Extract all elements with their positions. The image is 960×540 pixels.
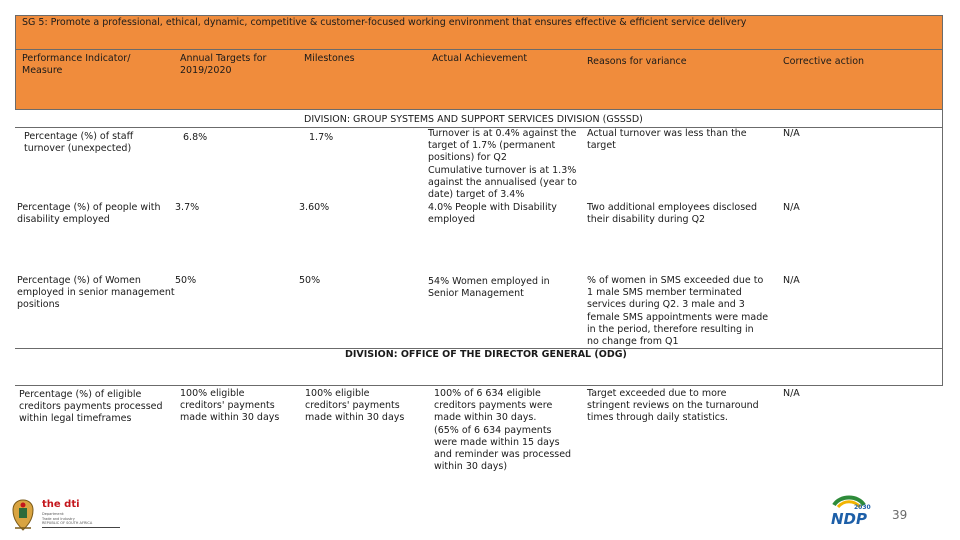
row2-milestone: 3.60% [299, 202, 330, 213]
dti-logo-text: the dti [42, 499, 80, 510]
row3-actual: 54% Women employed in Senior Management [428, 276, 550, 300]
row4-reason: Target exceeded due to more stringent reviews on the turnaround times through daily statistics. [587, 388, 759, 424]
col-header-targets: Annual Targets for 2019/2020 [180, 53, 267, 77]
row3-target: 50% [175, 275, 197, 286]
col-header-reasons: Reasons for variance [587, 56, 687, 67]
page-number: 39 [892, 508, 908, 522]
row4-target: 100% eligible creditors' payments made within 30 days [180, 388, 280, 424]
row1-target: 6.8% [183, 132, 208, 143]
row2-corrective: N/A [783, 202, 800, 213]
row4-indicator: Percentage (%) of eligible creditors payments processed within legal timeframes [19, 389, 163, 425]
col-header-indicator: Performance Indicator/ Measure [22, 53, 131, 77]
col-header-milestones: Milestones [304, 53, 355, 64]
row4-milestone: 100% eligible creditors' payments made within 30 days [305, 388, 405, 424]
col-header-corrective: Corrective action [783, 56, 865, 67]
row-divider [15, 385, 943, 386]
division-gsssd: DIVISION: GROUP SYSTEMS AND SUPPORT SERVICES DIVISION (GSSSD) [304, 114, 643, 125]
header-divider [15, 49, 943, 50]
row4-corrective: N/A [783, 388, 800, 399]
coat-of-arms-icon [10, 498, 36, 532]
table-right-border [942, 110, 943, 385]
row2-indicator: Percentage (%) of people with disability employed [17, 202, 161, 226]
row2-actual: 4.0% People with Disability employed [428, 202, 557, 226]
row1-actual: Turnover is at 0.4% against the target of 1.7% (permanent positions) for Q2 Cumulative turnover is at 1.3% against the annualised (year to date) target of 3.4% [428, 128, 577, 201]
dti-logo-underline [42, 527, 120, 528]
strategic-goal-title: SG 5: Promote a professional, ethical, dynamic, competitive & customer-focused working environment that ensures effective & efficient service delivery [22, 17, 747, 28]
row1-corrective: N/A [783, 128, 800, 139]
row1-indicator: Percentage (%) of staff turnover (unexpected) [24, 131, 134, 155]
row3-corrective: N/A [783, 275, 800, 286]
dti-logo-subtext: Department: Trade and Industry REPUBLIC OF SOUTH AFRICA [42, 512, 93, 525]
dti-logo [8, 497, 118, 535]
row3-milestone: 50% [299, 275, 321, 286]
ndp-logo-text: NDP [831, 510, 867, 528]
row2-reason: Two additional employees disclosed their disability during Q2 [587, 202, 758, 226]
row2-target: 3.7% [175, 202, 200, 213]
col-header-actual: Actual Achievement [432, 53, 528, 64]
ndp-logo-year: 2030 [854, 504, 871, 511]
row3-indicator: Percentage (%) of Women employed in senior management positions [17, 275, 175, 311]
row3-reason: % of women in SMS exceeded due to 1 male SMS member terminated services during Q2. 3 male and 3 female SMS appointments were made in the period, therefore resulting in no change from Q1 [587, 275, 769, 348]
ndp-logo [826, 493, 872, 533]
row4-actual: 100% of 6 634 eligible creditors payments were made within 30 days. (65% of 6 634 payments were made within 15 days and reminder was processed within 30 days) [434, 388, 572, 473]
row1-milestone: 1.7% [309, 132, 334, 143]
division-odg: DIVISION: OFFICE OF THE DIRECTOR GENERAL (ODG) [345, 349, 627, 360]
row1-reason: Actual turnover was less than the target [587, 128, 747, 152]
